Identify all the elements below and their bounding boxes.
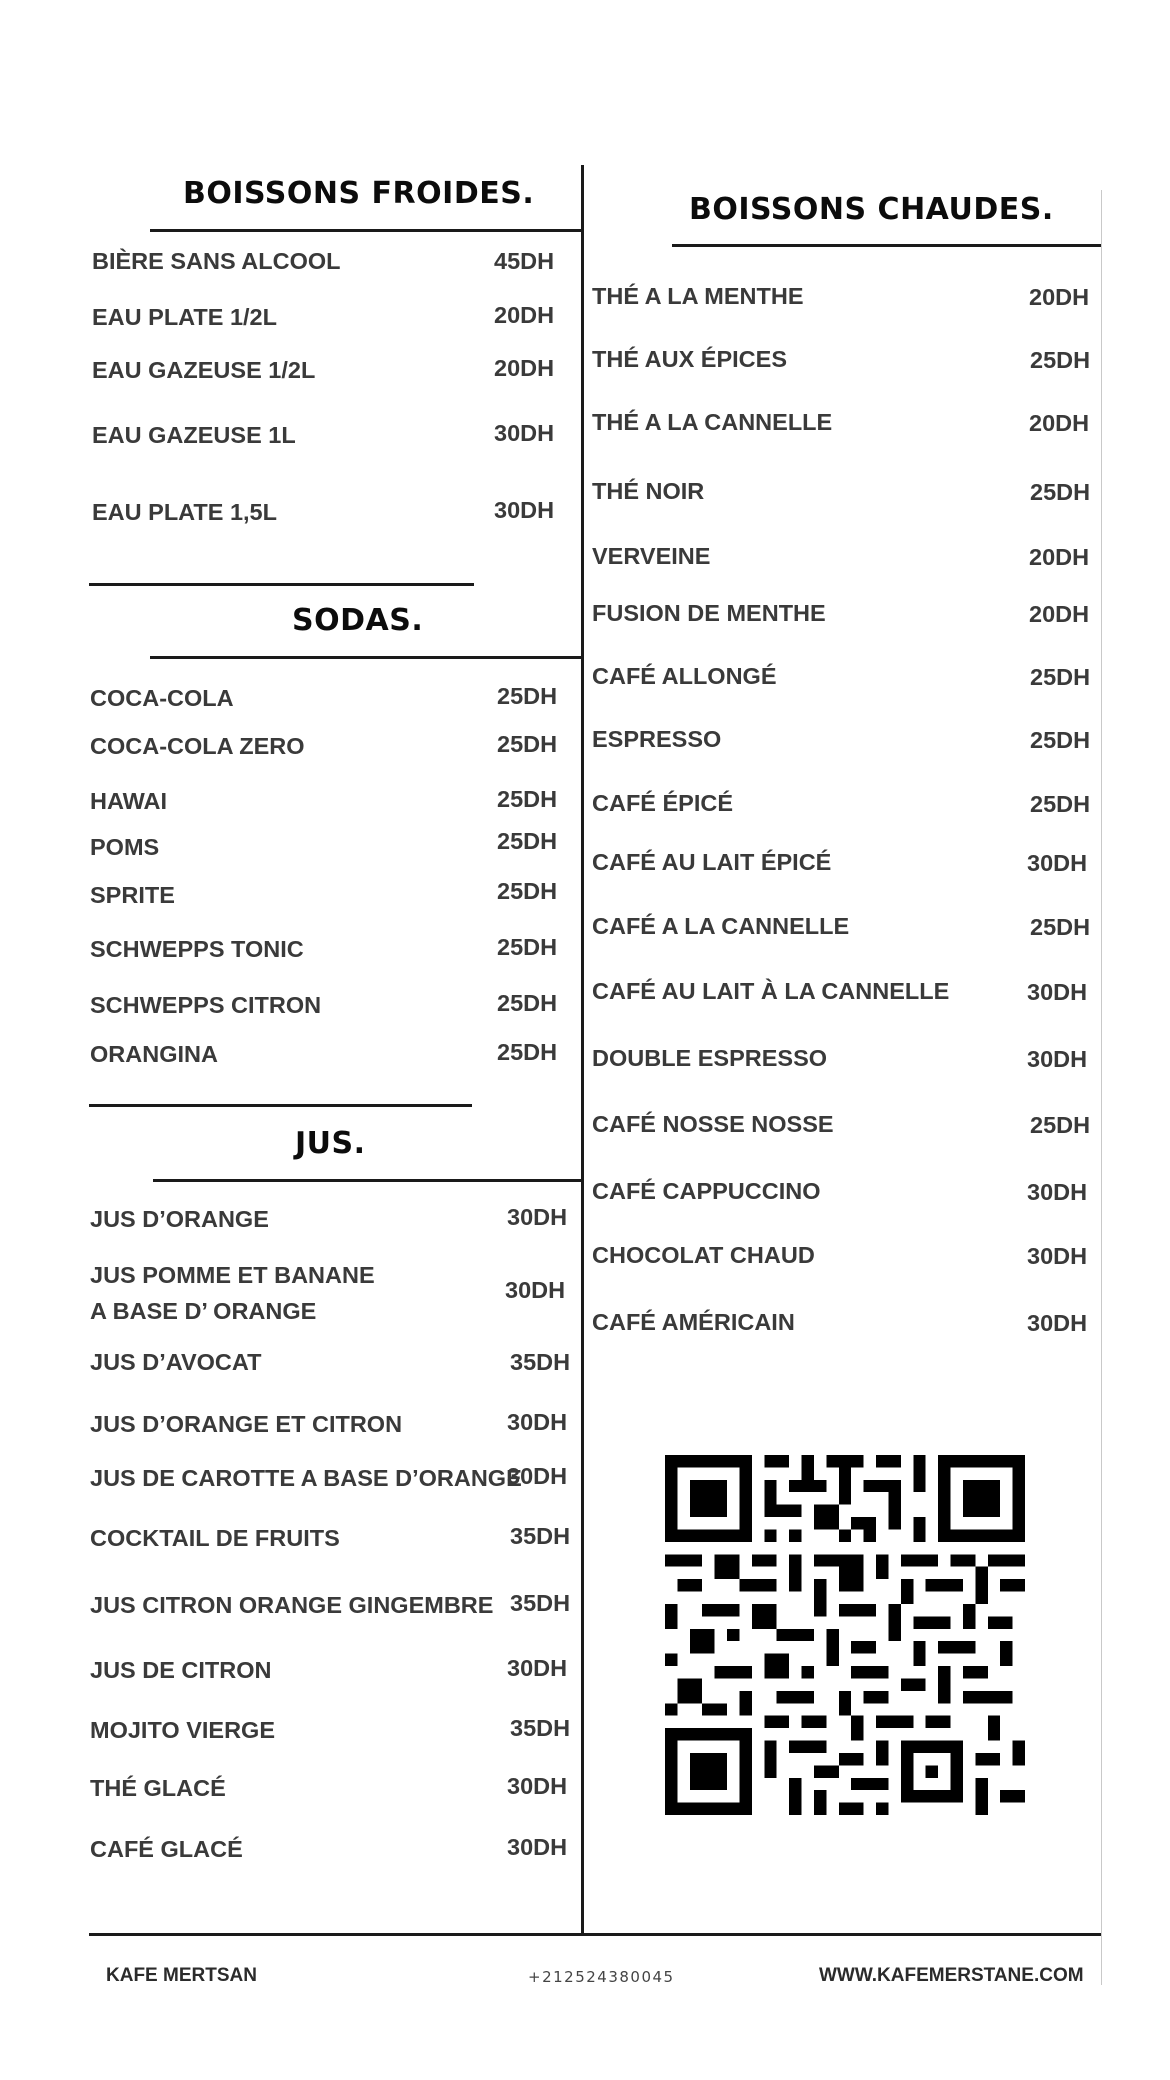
section-title-boissons-chaudes: BOISSONS CHAUDES.: [689, 192, 1054, 227]
menu-item-price: 30DH: [494, 420, 555, 446]
menu-item-name: CAFÉ NOSSE NOSSE: [592, 1111, 834, 1137]
menu-item-name: JUS CITRON ORANGE GINGEMBRE: [90, 1592, 494, 1618]
menu-item-name: COCA-COLA: [90, 685, 234, 711]
menu-item-name: BIÈRE SANS ALCOOL: [92, 248, 341, 274]
menu-item-price: 30DH: [494, 497, 555, 523]
section-title-boissons-froides: BOISSONS FROIDES.: [183, 176, 535, 211]
menu-item-name: SPRITE: [90, 882, 175, 908]
menu-item-name: EAU GAZEUSE 1L: [92, 422, 296, 448]
menu-item-price: 25DH: [497, 828, 558, 854]
footer-rule: [89, 1933, 1101, 1936]
menu-item-price: 30DH: [507, 1204, 568, 1230]
menu-item-name: DOUBLE ESPRESSO: [592, 1045, 828, 1071]
menu-item-name: JUS D’AVOCAT: [90, 1349, 262, 1375]
menu-item-price: 25DH: [1030, 479, 1091, 505]
menu-item-price: 25DH: [497, 878, 558, 904]
menu-item-price: 25DH: [1030, 727, 1091, 753]
menu-item-name: JUS DE CAROTTE A BASE D’ORANGE: [90, 1465, 522, 1491]
menu-item-price: 30DH: [1027, 979, 1088, 1005]
footer-website-link[interactable]: WWW.KAFEMERSTANE.COM: [819, 1965, 1084, 1986]
menu-item-price: 25DH: [497, 990, 558, 1016]
menu-item-name: MOJITO VIERGE: [90, 1717, 275, 1743]
menu-item-name: CAFÉ GLACÉ: [90, 1836, 243, 1862]
menu-item-name: JUS D’ORANGE ET CITRON: [90, 1411, 403, 1437]
menu-item-price: 20DH: [1029, 601, 1090, 627]
menu-item-name: COCKTAIL DE FRUITS: [90, 1525, 340, 1551]
qr-code[interactable]: [665, 1455, 1025, 1815]
menu-item-name: CAFÉ ALLONGÉ: [592, 663, 777, 689]
section-underline: [150, 229, 581, 232]
menu-item-name: THÉ GLACÉ: [90, 1775, 226, 1801]
menu-item-price: 20DH: [1029, 284, 1090, 310]
menu-item-price: 25DH: [497, 786, 558, 812]
menu-item-price: 30DH: [1027, 1179, 1088, 1205]
menu-item-price: 20DH: [1029, 544, 1090, 570]
menu-item-price: 35DH: [510, 1715, 571, 1741]
menu-item-name: EAU PLATE 1/2L: [92, 304, 277, 330]
section-top-rule: [89, 583, 474, 586]
menu-item-name: JUS POMME ET BANANE: [90, 1262, 375, 1288]
menu-item-price: 30DH: [1027, 1310, 1088, 1336]
menu-item-name: SCHWEPPS TONIC: [90, 936, 304, 962]
menu-item-price: 35DH: [510, 1349, 571, 1375]
menu-item-name: POMS: [90, 834, 160, 860]
section-underline: [153, 1179, 581, 1182]
menu-item-price: 25DH: [497, 683, 558, 709]
menu-item-name: THÉ A LA CANNELLE: [592, 409, 833, 435]
center-divider: [581, 165, 584, 1935]
menu-item-price: 30DH: [507, 1655, 568, 1681]
footer-phone[interactable]: +212524380045: [528, 1968, 675, 1986]
menu-item-name: CAFÉ ÉPICÉ: [592, 790, 734, 816]
menu-item-price: 35DH: [510, 1523, 571, 1549]
footer-business-name: KAFE MERTSAN: [106, 1965, 257, 1986]
menu-item-price: 25DH: [1030, 347, 1091, 373]
menu-item-price: 20DH: [494, 355, 555, 381]
menu-item-price: 25DH: [497, 934, 558, 960]
menu-item-price: 25DH: [497, 1039, 558, 1065]
menu-item-price: 30DH: [507, 1463, 568, 1489]
menu-item-price: 20DH: [494, 302, 555, 328]
menu-item-name: CAFÉ A LA CANNELLE: [592, 913, 850, 939]
menu-item-price: 30DH: [1027, 1046, 1088, 1072]
section-top-rule: [89, 1104, 472, 1107]
menu-item-name: JUS D’ORANGE: [90, 1206, 269, 1232]
menu-item-name: THÉ AUX ÉPICES: [592, 346, 787, 372]
menu-item-price: 30DH: [507, 1773, 568, 1799]
menu-item-price: 30DH: [1027, 850, 1088, 876]
menu-item-name: EAU PLATE 1,5L: [92, 499, 277, 525]
menu-item-price: 30DH: [507, 1834, 568, 1860]
menu-item-price: 25DH: [1030, 664, 1091, 690]
menu-item-price: 25DH: [1030, 791, 1091, 817]
section-title-sodas: SODAS.: [292, 603, 424, 638]
menu-item-name: CAFÉ AU LAIT À LA CANNELLE: [592, 978, 950, 1004]
menu-item-name: EAU GAZEUSE 1/2L: [92, 357, 316, 383]
menu-item-price: 45DH: [494, 248, 555, 274]
section-underline: [672, 244, 1101, 247]
menu-item-price: 25DH: [1030, 914, 1091, 940]
menu-item-name: ESPRESSO: [592, 726, 722, 752]
menu-item-name: CAFÉ AMÉRICAIN: [592, 1309, 795, 1335]
menu-item-name: THÉ NOIR: [592, 478, 705, 504]
menu-item-price: 20DH: [1029, 410, 1090, 436]
menu-item-name: CAFÉ CAPPUCCINO: [592, 1178, 821, 1204]
menu-item-name: SCHWEPPS CITRON: [90, 992, 322, 1018]
menu-item-name: VERVEINE: [592, 543, 711, 569]
right-edge-line: [1101, 190, 1102, 1985]
menu-item-name: CHOCOLAT CHAUD: [592, 1242, 815, 1268]
section-underline: [150, 656, 581, 659]
menu-item-name: HAWAI: [90, 788, 168, 814]
menu-item-name-line2: A BASE D’ ORANGE: [90, 1298, 317, 1324]
menu-item-price: 25DH: [497, 731, 558, 757]
menu-item-price: 30DH: [507, 1409, 568, 1435]
menu-item-name: COCA-COLA ZERO: [90, 733, 305, 759]
menu-item-price: 25DH: [1030, 1112, 1091, 1138]
menu-item-price: 35DH: [510, 1590, 571, 1616]
menu-item-name: FUSION DE MENTHE: [592, 600, 826, 626]
menu-item-name: THÉ A LA MENTHE: [592, 283, 804, 309]
menu-item-price: 30DH: [505, 1277, 566, 1303]
menu-item-price: 30DH: [1027, 1243, 1088, 1269]
menu-item-name: CAFÉ AU LAIT ÉPICÉ: [592, 849, 832, 875]
section-title-jus: JUS.: [295, 1126, 366, 1161]
menu-item-name: JUS DE CITRON: [90, 1657, 272, 1683]
menu-item-name: ORANGINA: [90, 1041, 218, 1067]
